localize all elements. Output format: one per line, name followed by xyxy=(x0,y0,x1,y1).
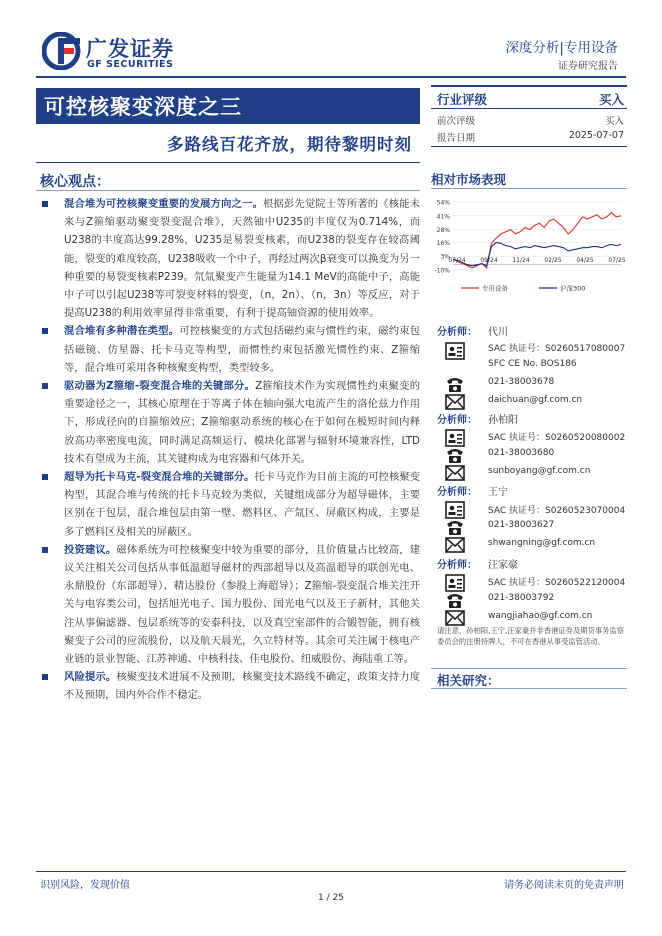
analyst-sac: SAC 执证号：S0260520080002 xyxy=(488,433,626,443)
x-tick-label: 11/24 xyxy=(512,257,530,264)
report-date-label: 报告日期 xyxy=(437,133,476,144)
rating-mid-rule xyxy=(431,108,627,109)
phone-icon xyxy=(444,375,466,393)
related-bottom-rule xyxy=(431,688,627,689)
gf-logo-icon xyxy=(42,32,82,70)
analyst-phone: 021-38003678 xyxy=(488,377,555,387)
id-card-icon xyxy=(444,429,466,447)
key-point-item xyxy=(40,541,420,668)
prev-rating-label: 前次评级 xyxy=(437,116,476,127)
analyst-label: 分析师： xyxy=(437,327,477,338)
y-tick-label: 3% xyxy=(440,253,450,261)
y-tick-label: 16% xyxy=(436,239,450,247)
analyst-email[interactable]: daichuan@gf.com.cn xyxy=(488,395,583,405)
logo-text-en: GF SECURITIES xyxy=(87,59,174,70)
subtitle-divider xyxy=(36,162,420,163)
key-points-list xyxy=(40,195,420,705)
key-points-divider xyxy=(36,190,420,191)
key-points-title: 核心观点： xyxy=(40,174,110,190)
related-top-rule xyxy=(431,668,627,669)
bullet-square-icon xyxy=(42,201,48,207)
key-point-head: 混合堆有多种潜在类型。 xyxy=(64,325,180,338)
report-title: 可控核聚变深度之三 xyxy=(44,95,242,119)
key-point-text: 核聚变技术进展不及预期，核聚变技术路线不确定，政策支持力度不及预期，国内外合作不稳定。 xyxy=(64,671,421,702)
report-type: 证券研究报告 xyxy=(558,61,618,72)
report-subtitle: 多路线百花齐放，期待黎明时刻 xyxy=(167,135,412,154)
analyst-label: 分析师： xyxy=(437,415,477,426)
id-card-icon xyxy=(444,574,466,592)
x-tick-label: 04/25 xyxy=(576,257,594,264)
key-point-item xyxy=(40,195,420,322)
x-tick-label: 09/24 xyxy=(480,257,498,264)
market-chart-title: 相对市场表现 xyxy=(431,172,507,187)
legend-label-industry: 专用设备 xyxy=(482,284,508,293)
key-point-text: Z箍缩技术作为实现惯性约束聚变的重要途径之一，其核心原理在于等离子体在轴向强大电流产生的洛伦兹力作用下，形成径向的自箍缩效应；Z箍缩驱动系统的核心在于如何在极短时间内释放高功率密度电流，同时满足高频运行、模块化部署与辐射环境兼容性，LTD技术有望成为主流，其关键构成为电容器和气体开关。 xyxy=(64,380,420,465)
bullet-square-icon xyxy=(42,547,48,553)
logo-text-cn: 广发证券 xyxy=(86,37,174,61)
id-card-icon xyxy=(444,342,466,360)
key-point-head: 投资建议。 xyxy=(64,543,117,556)
analyst-phone: 021-38003627 xyxy=(488,520,555,530)
analyst-sac: SAC 执证号：S0260522120004 xyxy=(488,578,626,588)
x-tick-label: 07/24 xyxy=(448,257,466,264)
key-point-item xyxy=(40,468,420,541)
y-tick-label: 41% xyxy=(436,213,450,221)
email-icon xyxy=(444,464,466,482)
key-point-item xyxy=(40,322,420,377)
series-line-index xyxy=(453,242,621,265)
email-icon xyxy=(444,393,466,411)
rating-label: 行业评级 xyxy=(437,92,488,107)
analyst-name: 孙柏阳 xyxy=(488,415,518,426)
analyst-panel xyxy=(431,320,627,620)
analyst-label: 分析师： xyxy=(437,487,477,498)
key-point-head: 驱动器为Z箍缩-裂变混合堆的关键部分。 xyxy=(64,380,256,393)
key-point-item xyxy=(40,377,420,468)
analyst-name: 汪家豪 xyxy=(488,560,518,571)
phone-icon xyxy=(444,591,466,609)
key-point-item xyxy=(40,668,420,704)
disclaimer-note: 请注意，孙柏阳,王宁,汪家豪并非香港证券及期货事务监察委员会的注册持牌人，不可在香港从事受监管活动。 xyxy=(437,626,625,646)
header-divider xyxy=(36,76,626,78)
phone-icon xyxy=(444,446,466,464)
analyst-sfc: SFC CE No. BOS186 xyxy=(488,359,577,369)
key-point-head: 风险提示。 xyxy=(64,671,117,684)
analyst-email[interactable]: shwangning@gf.com.cn xyxy=(488,538,596,548)
analyst-name: 代川 xyxy=(488,327,508,338)
key-point-text: 可控核聚变的方式包括磁约束与惯性约束，磁约束包括磁镜、仿星器、托卡马克等构型，而惯性约束包括激光惯性约束、Z箍缩等，混合堆可采用各种核聚变构型，类型较多。 xyxy=(64,325,420,374)
analyst-sac: SAC 执证号：S0260523070004 xyxy=(488,506,626,516)
rating-value: 买入 xyxy=(598,92,624,107)
legend-label-index: 沪深300 xyxy=(560,284,586,293)
report-category: 深度分析|专用设备 xyxy=(505,40,618,56)
relative-performance-chart xyxy=(431,192,627,320)
footer-divider xyxy=(36,871,626,872)
prev-rating-value: 买入 xyxy=(604,116,624,127)
related-research-title: 相关研究： xyxy=(437,673,500,688)
analyst-email[interactable]: sunboyang@gf.com.cn xyxy=(488,466,591,476)
y-tick-label: 28% xyxy=(436,227,450,235)
key-point-text: 根据彭先觉院士等所著的《核能未来与Z箍缩驱动聚变裂变混合堆》，天然铀中U235的丰度仅为0.714%，而U238的丰度高达99.28%，U235是易裂变核素，而U238的裂变存在较高阈能，裂变的难度较高，U238吸收一个中子，再经过两次β衰变可以换变为另一种重要的易裂变核素P239。氘氚聚变产生能量为14.1 MeV的高能中子，高能中子可以引起U238等可裂变材料的裂变，（n，2n）、（n，3n）等反应，对于提高U238的利用效率显得非常重要，有利于提高铀资源的使用效率。 xyxy=(64,198,421,320)
page-number: 1 / 25 xyxy=(318,893,344,903)
y-tick-label: 54% xyxy=(436,199,450,207)
phone-icon xyxy=(444,518,466,536)
y-tick-label: -10% xyxy=(434,267,450,275)
rating-top-rule xyxy=(431,85,627,87)
market-title-divider xyxy=(431,188,627,189)
key-point-text: 磁体系统为可控核聚变中较为重要的部分，且价值量占比较高，建议关注相关公司包括从事低温超导磁材的西部超导以及高温超导的联创光电、永鼎股份（东部超导）、精达股份（参股上海超导）；Z箍缩-裂变混合堆关注开关与电容类公司，包括旭光电子、国力股份、国光电气以及王子新材，其他关注从事偏滤器、包层系统等的安泰科技，以及真空室部件的合锻智能，拥有核聚变子公司的应流股份，以及航天晨光，久立特材等。其余可关注属于核电产业链的景业智能、江苏神通、中核科技、佳电股份、纽威股份、海陆重工等。 xyxy=(64,543,421,666)
key-point-text: 托卡马克作为目前主流的可控核聚变构型，其混合堆与传统的托卡马克较为类似，关键组成部分为超导磁体，主要区别在于包层，混合堆包层由第一壁、燃料区、产氚区、屏蔽区构成，主要是多了燃料区及相关的屏蔽区。 xyxy=(64,471,420,538)
email-icon xyxy=(444,536,466,554)
x-tick-label: 02/25 xyxy=(544,257,562,264)
bullet-square-icon xyxy=(42,383,48,389)
analyst-name: 王宁 xyxy=(488,487,508,498)
bullet-square-icon xyxy=(42,328,48,334)
footer-slogan: 识别风险，发现价值 xyxy=(40,880,130,891)
id-card-icon xyxy=(444,501,466,519)
x-tick-label: 07/25 xyxy=(608,257,626,264)
analyst-label: 分析师： xyxy=(437,560,477,571)
key-point-head: 混合堆为可控核聚变重要的发展方向之一。 xyxy=(64,198,264,210)
footer-disclaimer-link[interactable]: 请务必阅读末页的免责声明 xyxy=(504,880,624,891)
analyst-email[interactable]: wangjiahao@gf.com.cn xyxy=(488,611,593,621)
bullet-square-icon xyxy=(42,474,48,480)
series-line-industry xyxy=(453,213,621,268)
analyst-sac: SAC 执证号：S0260517080007 xyxy=(488,344,626,354)
bullet-square-icon xyxy=(42,674,48,680)
rating-bottom-rule xyxy=(431,146,627,147)
analyst-phone: 021-38003792 xyxy=(488,593,555,603)
report-date-value: 2025-07-07 xyxy=(568,130,624,141)
key-point-head: 超导为托卡马克-裂变混合堆的关键部分。 xyxy=(64,471,255,484)
analyst-phone: 021-38003680 xyxy=(488,448,555,458)
